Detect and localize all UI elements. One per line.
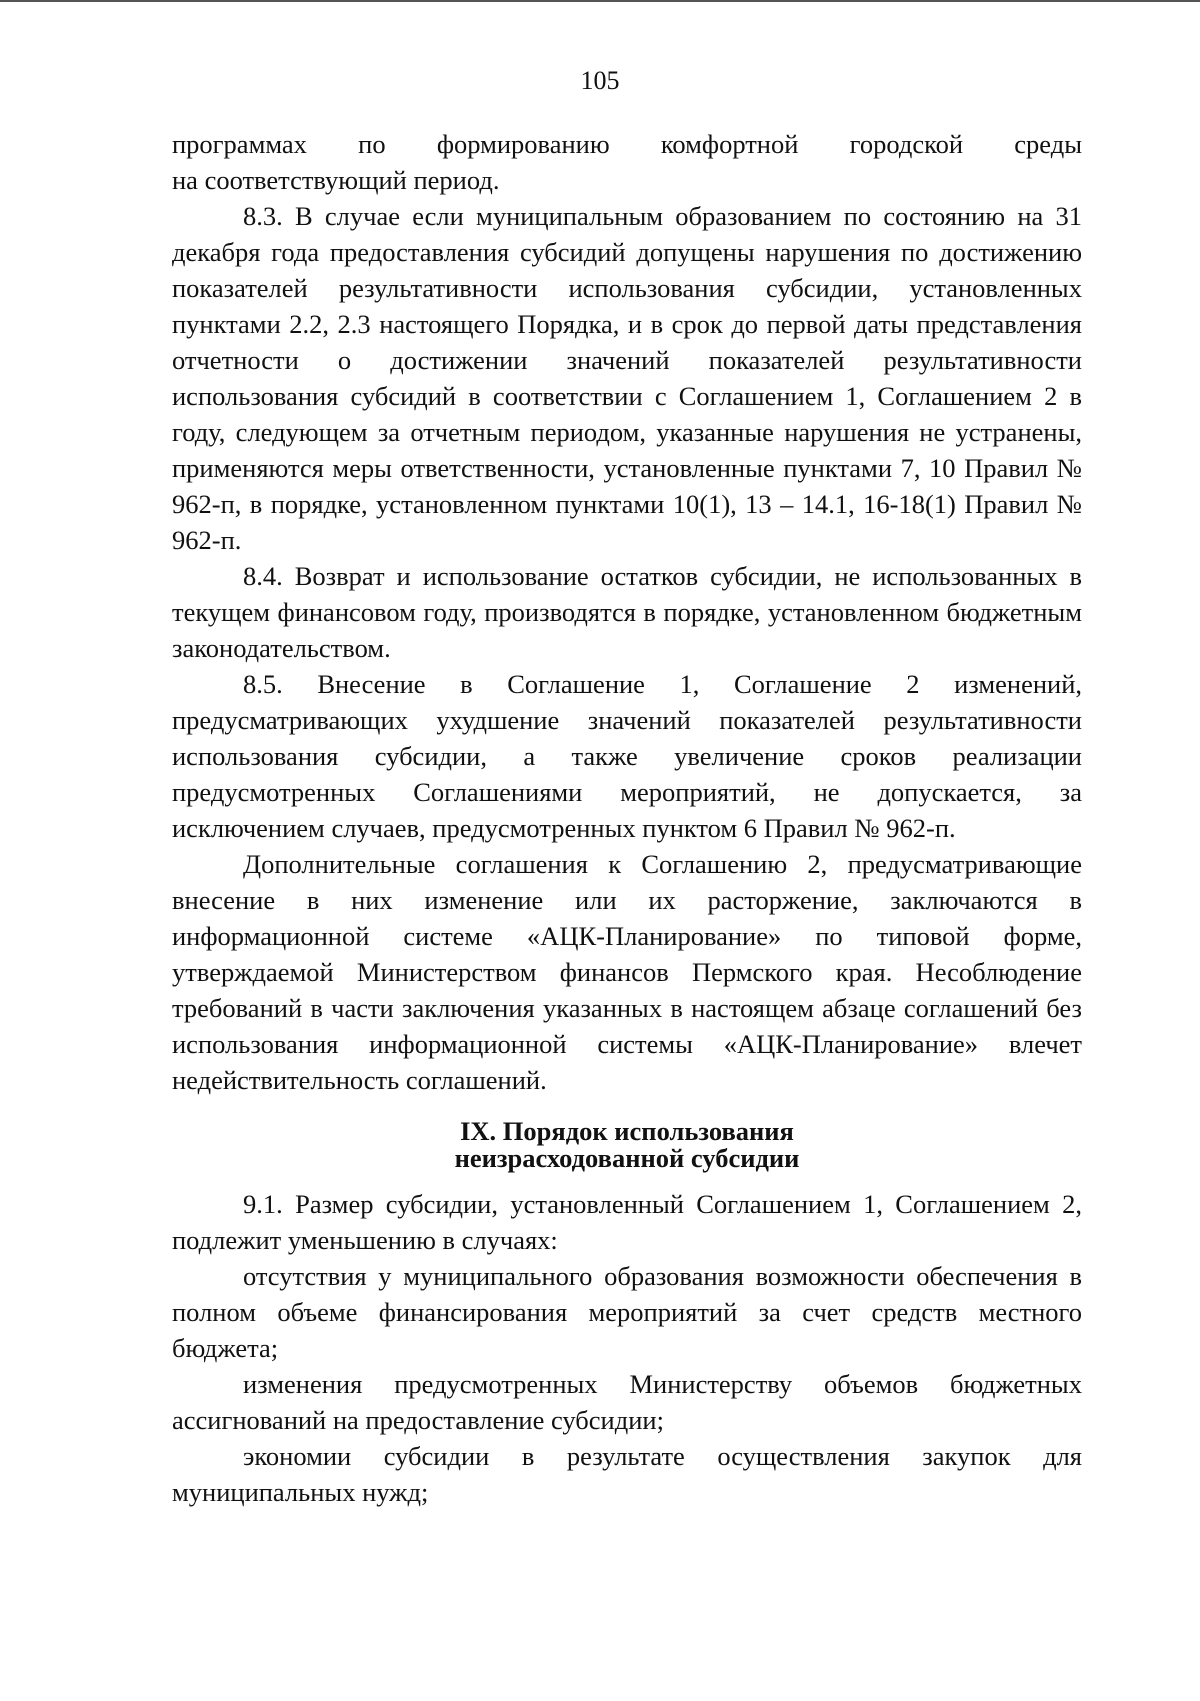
section-heading-line-1: IX. Порядок использования <box>460 1116 794 1146</box>
paragraph-8-5: 8.5. Внесение в Соглашение 1, Соглашение 2 изменений, предусматривающих ухудшение значений показателей результативности использования субсидии, а также увеличение сроков реализации предусмотренных Соглашениями мероприятий, не допускается, за исключением случаев, предусмотренных пунктом 6 Правил № 962-п. <box>172 669 1082 843</box>
page-number: 105 <box>580 66 620 95</box>
paragraph-continuation-line: программах по формированию комфортной городской среды <box>172 129 1082 159</box>
paragraph-8-4: 8.4. Возврат и использование остатков субсидии, не использованных в текущем финансовом году, производятся в порядке, установленном бюджетным законодательством. <box>172 561 1082 663</box>
paragraph-continuation-end: на соответствующий период. <box>172 165 500 195</box>
section-heading <box>172 1118 1082 1172</box>
paragraph-9-1: 9.1. Размер субсидии, установленный Соглашением 1, Соглашением 2, подлежит уменьшению в случаях: <box>172 1189 1082 1255</box>
list-item: изменения предусмотренных Министерству объемов бюджетных ассигнований на предоставление субсидии; <box>172 1369 1082 1435</box>
paragraph-8-3: 8.3. В случае если муниципальным образованием по состоянию на 31 декабря года предоставления субсидий допущены нарушения по достижению показателей результативности использования субсидии, установленных пунктами 2.2, 2.3 настоящего Порядка, и в срок до первой даты представления отчетности о достижении значений показателей результативности использования субсидий в соответствии с Соглашением 1, Соглашением 2 в году, следующем за отчетным периодом, указанные нарушения не устранены, применяются меры ответственности, установленные пунктами 7, 10 Правил № 962-п, в порядке, установленном пунктами 10(1), 13 – 14.1, 16-18(1) Правил № 962-п. <box>172 201 1082 555</box>
section-heading-line-2: неизрасходованной субсидии <box>454 1143 800 1173</box>
list-item: экономии субсидии в результате осуществления закупок для муниципальных нужд; <box>172 1441 1082 1507</box>
document-body <box>172 126 1082 1510</box>
paragraph-additional-agreements: Дополнительные соглашения к Соглашению 2, предусматривающие внесение в них изменение или их расторжение, заключаются в информационной системе «АЦК-Планирование» по типовой форме, утверждаемой Министерством финансов Пермского края. Несоблюдение требований в части заключения указанных в настоящем абзаце соглашений без использования информационной системы «АЦК-Планирование» влечет недействительность соглашений. <box>172 849 1082 1095</box>
list-item: отсутствия у муниципального образования возможности обеспечения в полном объеме финансирования мероприятий за счет средств местного бюджета; <box>172 1261 1082 1363</box>
